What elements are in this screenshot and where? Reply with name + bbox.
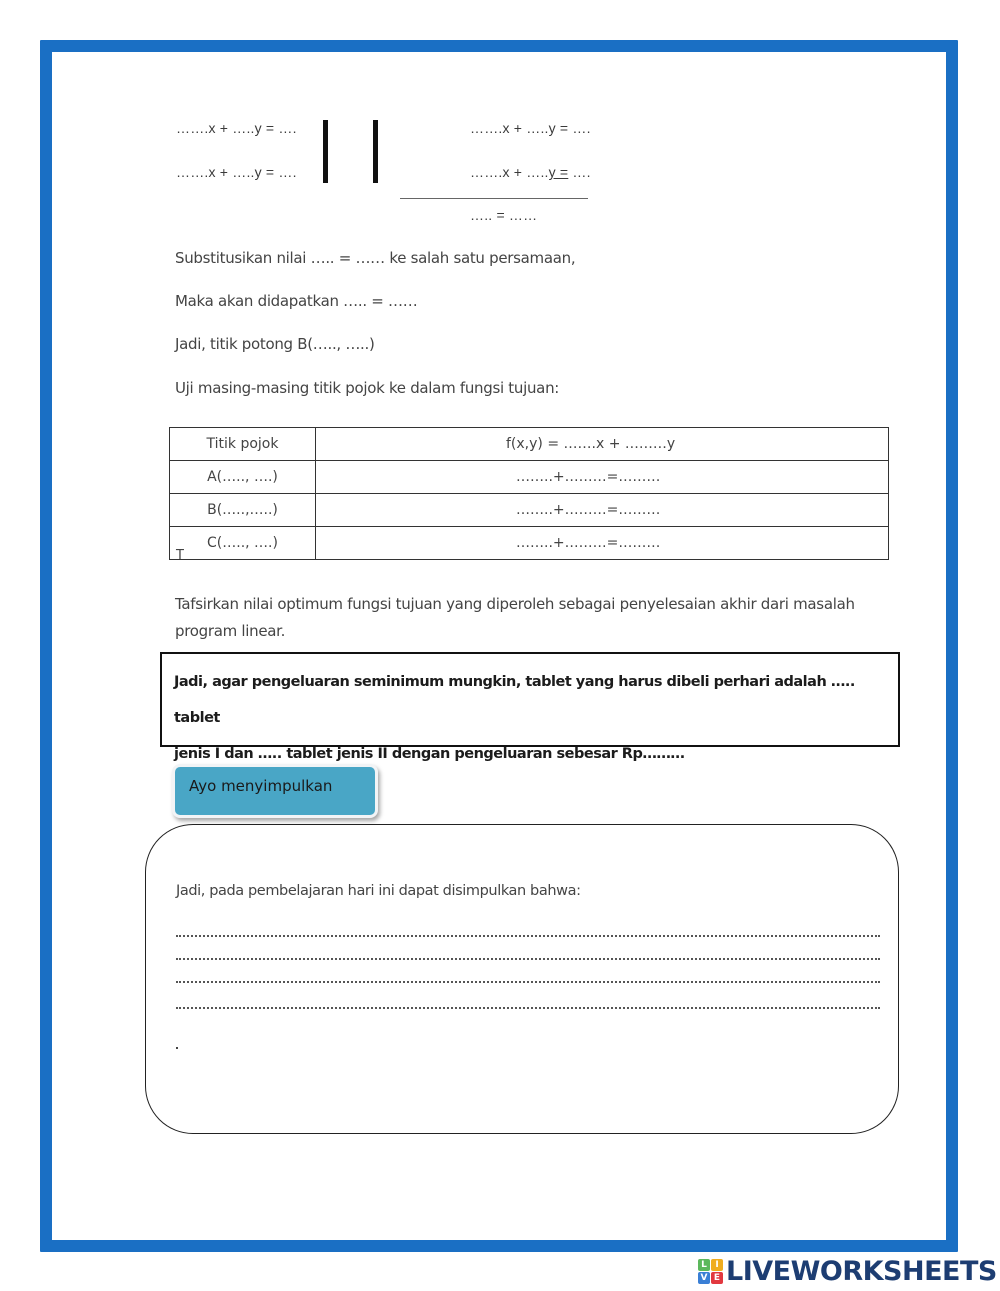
- right-equation-2-underlined: y =: [548, 164, 569, 180]
- step-test-corners: Uji masing-masing titik pojok ke dalam fungsi tujuan:: [175, 379, 560, 397]
- answer-line-2[interactable]: jenis I dan ….. tablet jenis II dengan pengeluaran sebesar Rp………: [174, 746, 685, 762]
- interpretation-prompt-line-1: Tafsirkan nilai optimum fungsi tujuan yang diperoleh sebagai penyelesaian akhir dari masalah: [175, 595, 855, 613]
- tile-l: L: [698, 1259, 710, 1271]
- value-c[interactable]: ……..+………=………: [316, 527, 889, 560]
- tile-v: V: [698, 1272, 710, 1284]
- tile-i: I: [711, 1259, 723, 1271]
- interpretation-prompt-line-2: program linear.: [175, 622, 286, 640]
- table-row: [170, 461, 889, 494]
- corner-point-table: [169, 427, 889, 563]
- header-objective-function[interactable]: f(x,y) = …….x + ………y: [316, 428, 889, 461]
- answer-line[interactable]: [176, 958, 880, 960]
- stray-character: T: [176, 548, 184, 563]
- elimination-result: ….. = ……: [470, 207, 538, 223]
- answer-line-1[interactable]: Jadi, agar pengeluaran seminimum mungkin, tablet yang harus dibeli perhari adalah ….. tablet: [174, 674, 855, 726]
- point-c-cell[interactable]: [170, 527, 316, 563]
- table-row: [170, 527, 889, 560]
- table-row: [170, 494, 889, 527]
- left-equation-1: …….x + …..y = ….: [176, 120, 297, 136]
- point-a[interactable]: A(….., ….): [170, 461, 316, 494]
- logo-text: LIVEWORKSHEETS: [726, 1255, 997, 1287]
- step-substitute: Substitusikan nilai ….. = …… ke salah satu persamaan,: [175, 249, 576, 267]
- point-b[interactable]: B(…..,…..): [170, 494, 316, 527]
- value-b[interactable]: ……..+………=………: [316, 494, 889, 527]
- conclusion-box: [145, 824, 899, 1134]
- conclusion-lead: Jadi, pada pembelajaran hari ini dapat disimpulkan bahwa:: [176, 883, 581, 899]
- conclusion-heading: Ayo menyimpulkan: [172, 764, 378, 818]
- point-c: C(….., ….): [207, 535, 278, 551]
- step-intersection: Jadi, titik potong B(….., …..): [175, 335, 375, 353]
- header-corner-point: Titik pojok: [170, 428, 316, 461]
- logo-tiles-icon: [698, 1259, 723, 1284]
- bracket-bar-right: [373, 120, 378, 183]
- right-equation-2-suffix: ….: [568, 164, 591, 180]
- answer-line[interactable]: [176, 935, 880, 937]
- answer-box: [160, 652, 900, 762]
- step-obtain: Maka akan didapatkan ….. = ……: [175, 292, 418, 310]
- right-equation-2: [470, 164, 591, 180]
- subtraction-line: [400, 198, 588, 199]
- table-header-row: [170, 428, 889, 461]
- answer-line[interactable]: [176, 981, 880, 983]
- answer-line[interactable]: [176, 1007, 880, 1009]
- liveworksheets-logo: [698, 1256, 997, 1286]
- bracket-bar-left: [323, 120, 328, 183]
- left-equation-2: …….x + …..y = ….: [176, 164, 297, 180]
- tile-e: E: [711, 1272, 723, 1284]
- value-a[interactable]: ……..+………=………: [316, 461, 889, 494]
- right-equation-2-prefix: …….x + …..: [470, 164, 549, 180]
- right-equation-1: …….x + …..y = ….: [470, 120, 591, 136]
- trailing-period: [176, 1047, 178, 1049]
